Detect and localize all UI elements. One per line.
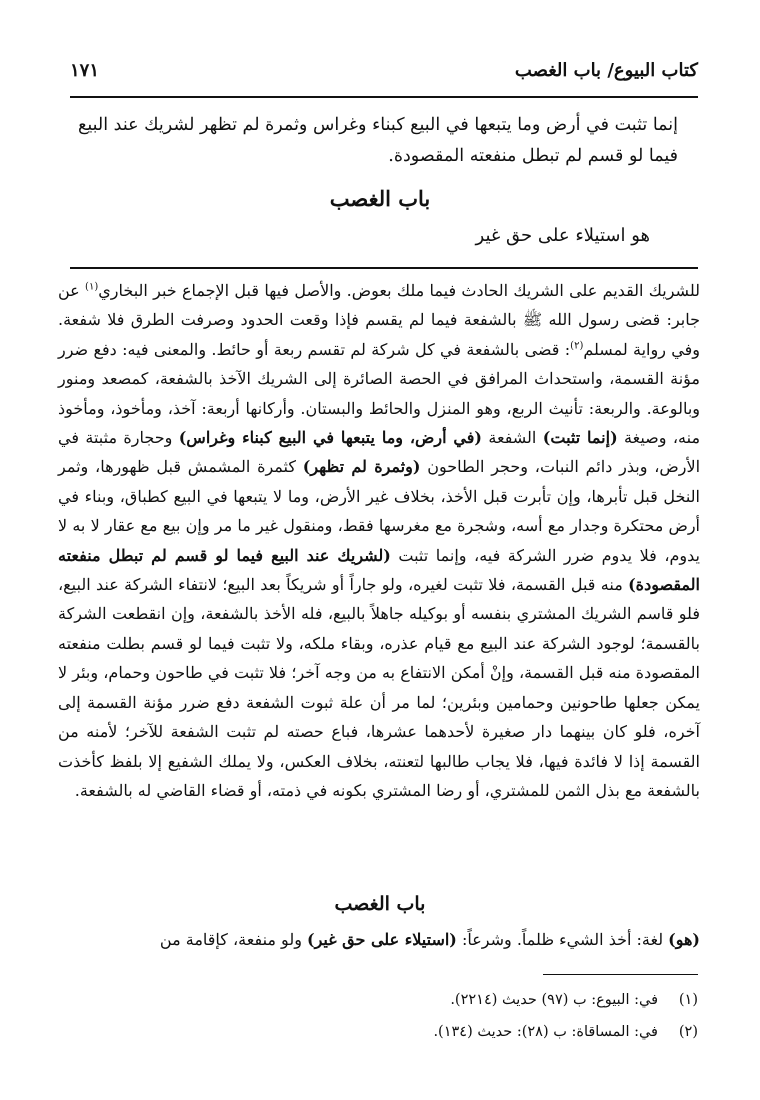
commentary [58, 276, 700, 805]
commentary-text: لغة: أخذ الشيء ظلماً. وشرعاً: [456, 930, 669, 949]
commentary-text: للشريك القديم على الشريك الحادث فيما ملك بعوض. والأصل فيها قبل الإجماع خبر البخاري [98, 281, 701, 300]
commentary-paragraph [58, 276, 700, 805]
chapter-title: كتاب البيوع/ باب الغصب [514, 60, 698, 81]
commentary-text: ولو منفعة، كإقامة من [159, 930, 307, 949]
footnote-number: (٢) [678, 1024, 698, 1040]
footnote [70, 1016, 698, 1048]
commentary-section-heading: باب الغصب [334, 893, 426, 915]
page-number: ١٧١ [70, 60, 100, 81]
quoted-matn: (لشريك عند البيع فيما لو قسم لم تبطل منفعته المقصودة) [58, 545, 700, 595]
main-text-paragraph: إنما تثبت في أرض وما يتبعها في البيع كبناء وغراس وثمرة لم تظهر لشريك عند البيع فيما لو قسم لم تبطل منفعته المقصودة. [78, 115, 678, 166]
commentary-definition [58, 925, 700, 954]
quoted-matn: (استيلاء على حق غير) [307, 930, 457, 949]
commentary-text: كثمرة المشمش قبل ظهورها، وثمر النخل قبل تأبرها، وإن تأبرت قبل الأخذ، بخلاف غير الأرض، وما لا يتبعها في البيع كطباق، وبناء في أرض محتكرة وجدار مع أسه، وشجرة مع مغرسها فقط، ومنقول غير ما مر وإن بيع مع عقار لا به لا يدوم، فلا يدوم ضرر الشركة فيه، وإنما تثبت [58, 457, 701, 565]
quoted-matn: (وثمرة لم تظهر) [302, 457, 421, 477]
main-text [78, 110, 678, 172]
footnote-rule [543, 974, 698, 975]
commentary-text: عن جابر: قضى رسول الله ﷺ بالشفعة فيما لم يقسم فإذا وقعت الحدود وصرفت الطرق فلا شفعة. وفي رواية لمسلم [58, 281, 700, 359]
quoted-matn: (إنما تثبت) [542, 428, 618, 448]
footnote-text: في: البيوع: ب (٩٧) حديث (٢٢١٤). [450, 992, 658, 1008]
quoted-matn: (هو) [668, 930, 700, 949]
commentary-text: : قضى بالشفعة في كل شركة لم تقسم ربعة أو حائط. والمعنى فيه: دفع ضرر مؤنة القسمة، واستحداث المرافق في الحصة الصائرة إلى الشريك الآخذ بالشفعة، كمصعد ومنور وبالوعة. والربعة: تأنيث الربع، وهو المنزل والحائط والبستان. وأركانها أربعة: آخذ، ومأخوذ، ومأخوذ منه، وصيغة [58, 339, 701, 448]
text-commentary-separator [70, 267, 698, 269]
commentary-text: الشفعة [482, 428, 543, 448]
main-section-heading: باب الغصب [329, 186, 431, 211]
footnote-ref-2: (٢) [570, 340, 584, 352]
footnote-text: في: المساقاة: ب (٢٨): حديث (١٣٤). [433, 1024, 658, 1040]
footnote-ref-1: (١) [85, 281, 99, 293]
header-rule [70, 96, 698, 98]
footnotes [70, 984, 698, 1048]
footnote [70, 984, 698, 1016]
running-header [70, 58, 698, 94]
commentary-text: منه قبل القسمة، فلا تثبت لغيره، ولو جاراً أو شريكاً بعد البيع؛ لانتفاء الشركة عند البيع، فلو قاسم الشريك المشتري بنفسه أو بوكيله جاهلاً بالبيع، فله الأخذ بالشفعة، وإن انقطعت الشركة بالقسمة؛ لوجود الشركة عند البيع مع قيام عذره، وبقاء ملكه، ولا تثبت فيما لو قسم بطلت منفعته المقصودة منه قبل القسمة، وإنْ أمكن الانتفاع به من وجه آخر؛ فلا تثبت في طاحون وحمام، وبئر لا يمكن جعلها طاحونين وحمامين وبئرين؛ لما مر أن علة ثبوت الشفعة دفع ضرر مؤنة القسمة إلى آخره، فلو كان بينهما دار صغيرة لأحدهما عشرها، فباع حصته لم تثبت الشفعة للآخر؛ لأمنه من القسمة إذا لا فائدة فيها، فلا يجاب طالبها لتعنته، بخلاف العكس، ولا يملك الشفيع إلا بلفظ كأخذت بالشفعة مع بذل الثمن للمشتري، أو رضا المشتري بكونه في ذمته، أو قضاء القاضي له بالشفعة. [58, 575, 700, 800]
footnote-number: (١) [678, 992, 698, 1008]
quoted-matn: (في أرض، وما يتبعها في البيع كبناء وغراس) [178, 428, 482, 448]
main-definition: هو استيلاء على حق غير [475, 225, 650, 246]
commentary-text: وحجارة مثبتة في الأرض، وبذر دائم النبات، وحجر الطاحون [58, 428, 701, 477]
